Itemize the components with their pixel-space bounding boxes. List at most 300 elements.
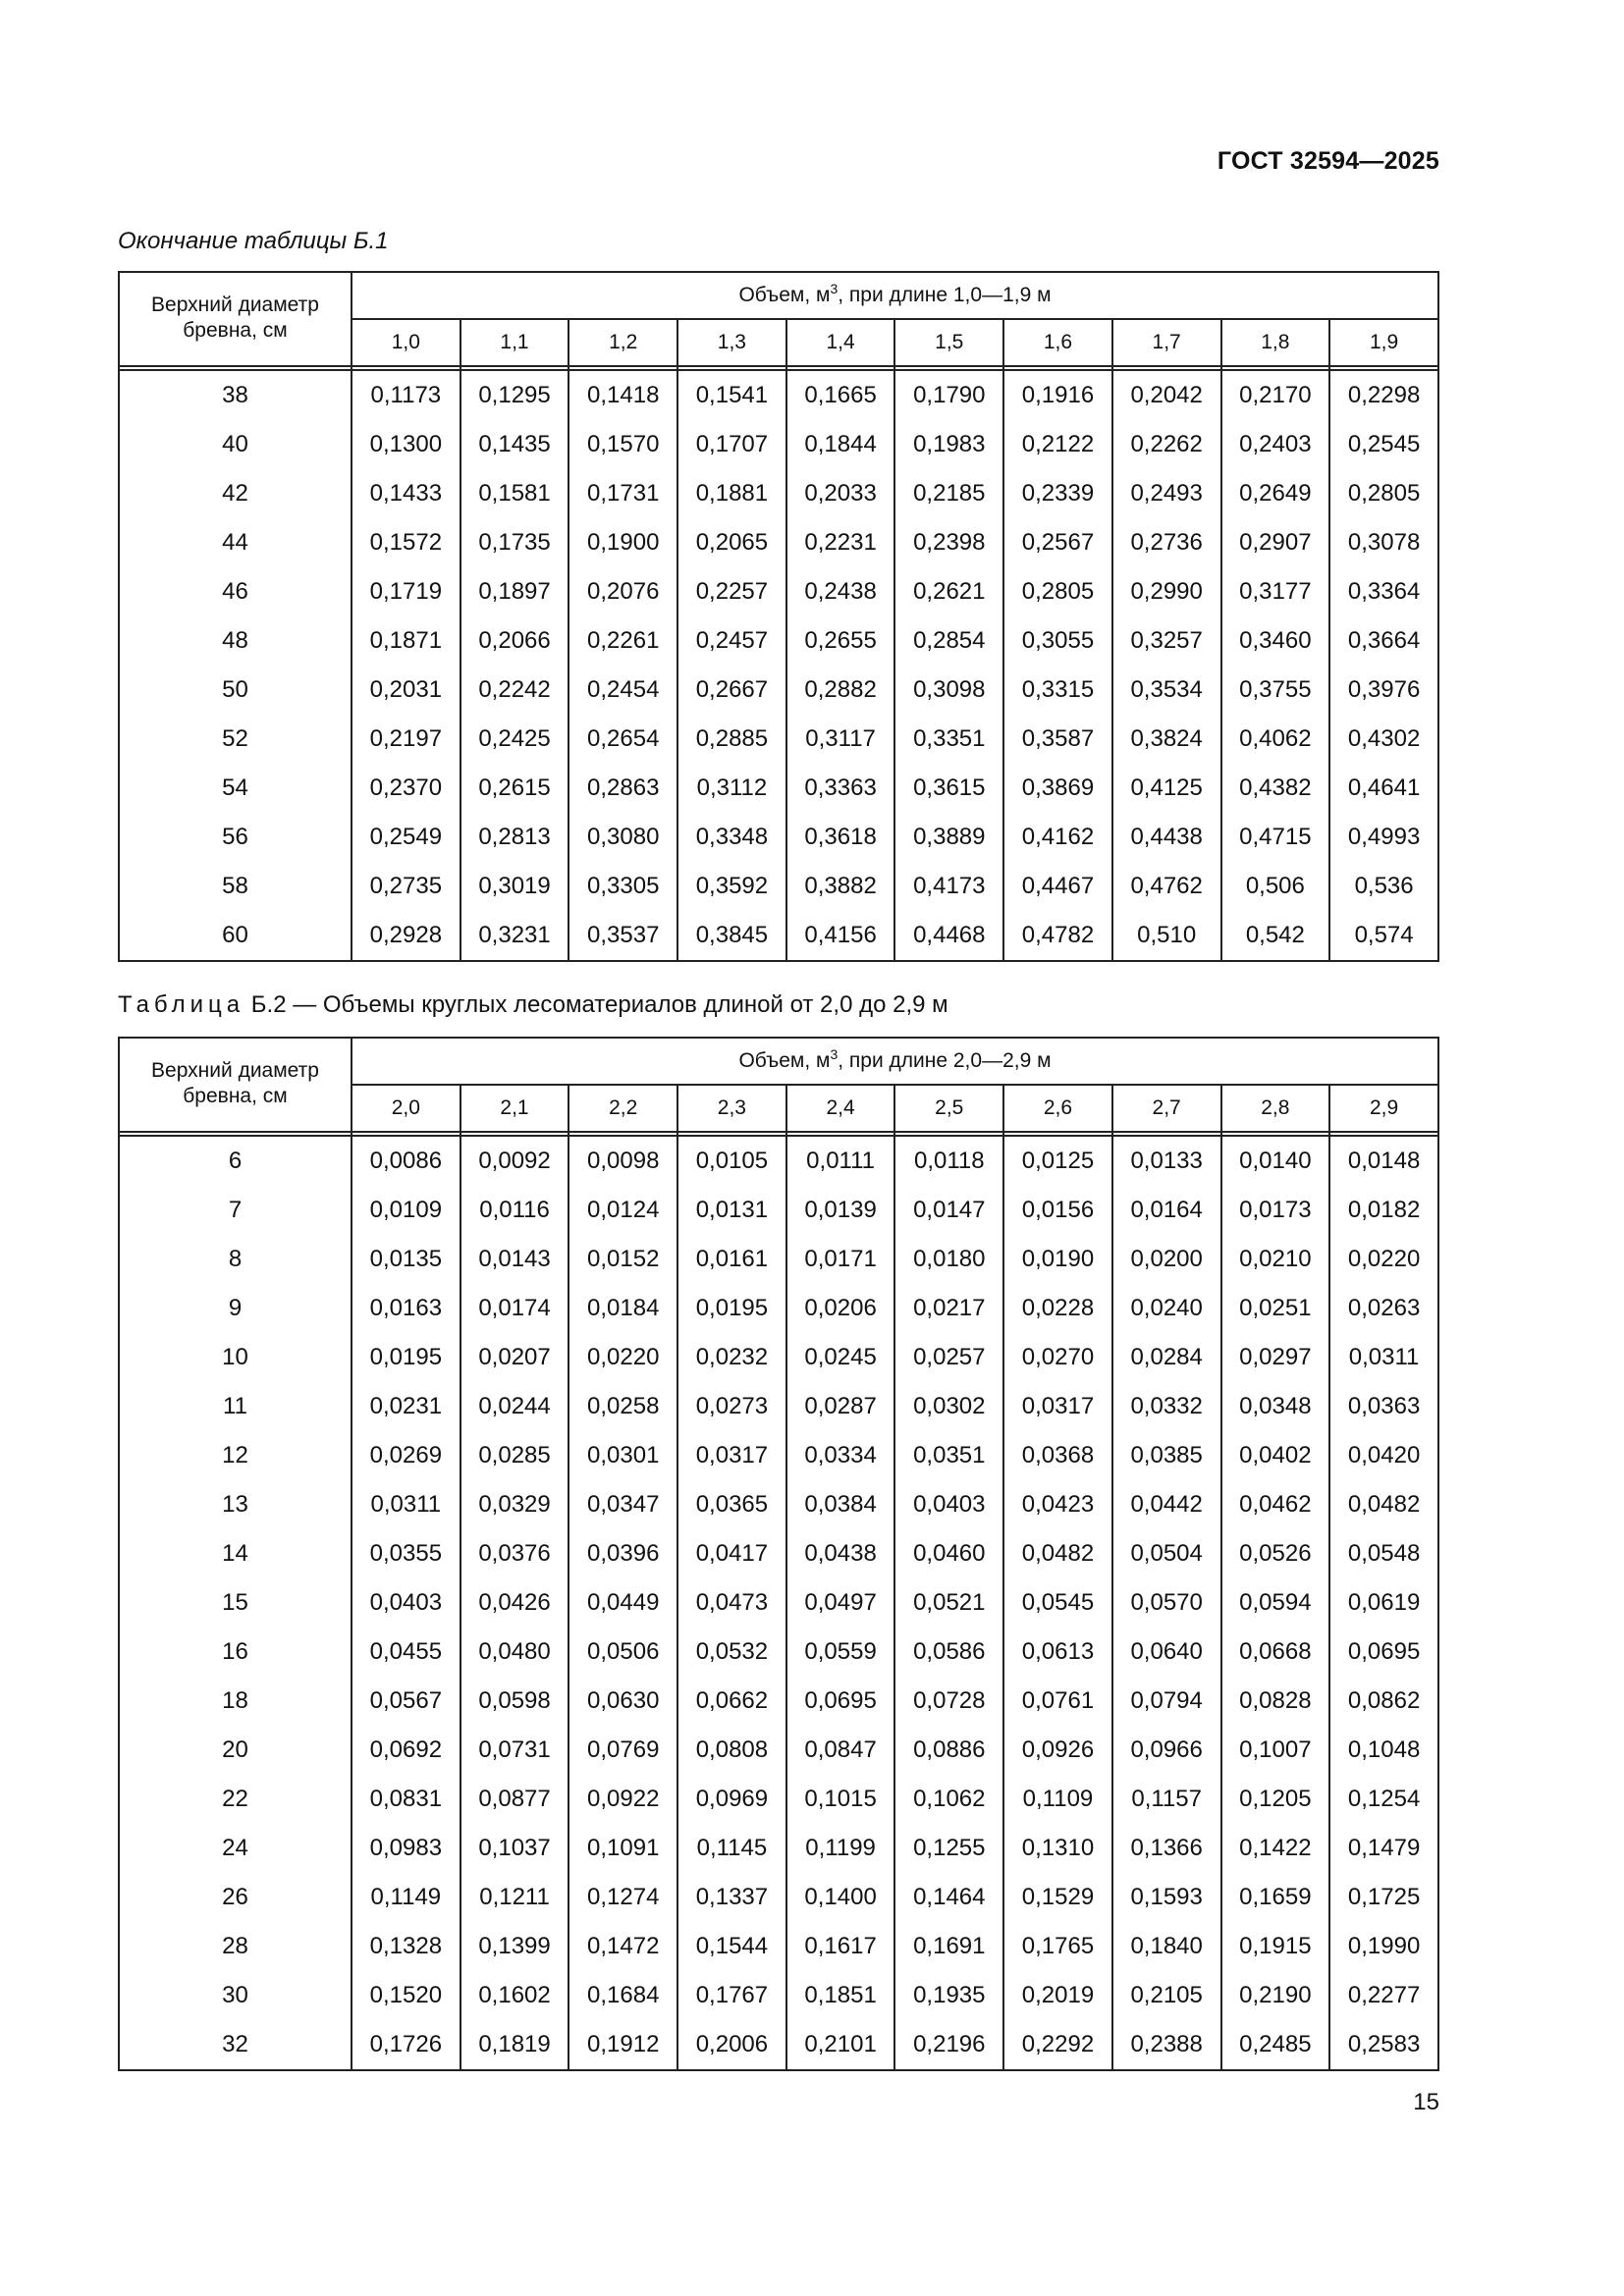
length-column-header: 2,6 xyxy=(1003,1085,1112,1132)
volume-cell: 0,3664 xyxy=(1329,616,1438,666)
volume-cell: 0,0329 xyxy=(460,1480,569,1529)
volume-cell: 0,3460 xyxy=(1221,616,1330,666)
volume-cell: 0,2545 xyxy=(1329,420,1438,469)
volume-cell: 0,0482 xyxy=(1003,1529,1112,1578)
volume-cell: 0,1844 xyxy=(786,420,895,469)
volume-cell: 0,0285 xyxy=(460,1431,569,1480)
volume-cell: 0,3882 xyxy=(786,862,895,911)
table-row xyxy=(119,1726,1438,1775)
volume-cell: 0,2403 xyxy=(1221,420,1330,469)
volume-cell: 0,3257 xyxy=(1112,616,1221,666)
volume-cell: 0,1337 xyxy=(677,1873,786,1922)
volume-cell: 0,0228 xyxy=(1003,1284,1112,1333)
volume-cell: 0,0355 xyxy=(352,1529,460,1578)
volume-header-sup: 3 xyxy=(830,1046,839,1062)
diameter-cell: 12 xyxy=(119,1431,352,1480)
length-column-header: 2,5 xyxy=(894,1085,1003,1132)
volume-cell: 0,0598 xyxy=(460,1677,569,1726)
volume-cell: 0,0140 xyxy=(1221,1136,1330,1186)
diameter-cell: 54 xyxy=(119,764,352,813)
table-row xyxy=(119,666,1438,715)
volume-cell: 0,4468 xyxy=(894,911,1003,961)
volume-cell: 0,4162 xyxy=(1003,813,1112,862)
diameter-cell: 14 xyxy=(119,1529,352,1578)
volume-cell: 0,3537 xyxy=(568,911,677,961)
volume-header xyxy=(352,1038,1438,1085)
volume-cell: 0,1725 xyxy=(1329,1873,1438,1922)
volume-cell: 0,0482 xyxy=(1329,1480,1438,1529)
volume-cell: 0,2485 xyxy=(1221,2020,1330,2070)
length-column-header: 1,3 xyxy=(677,319,786,366)
volume-cell: 0,2042 xyxy=(1112,370,1221,420)
length-column-header: 1,7 xyxy=(1112,319,1221,366)
volume-cell: 0,0640 xyxy=(1112,1628,1221,1677)
volume-cell: 0,0619 xyxy=(1329,1578,1438,1628)
volume-cell: 0,3080 xyxy=(568,813,677,862)
table-row xyxy=(119,1922,1438,1971)
table2-caption-label: Таблица xyxy=(118,991,245,1018)
volume-cell: 0,1366 xyxy=(1112,1824,1221,1873)
length-column-header: 1,1 xyxy=(460,319,569,366)
volume-cell: 0,1048 xyxy=(1329,1726,1438,1775)
volume-cell: 0,1684 xyxy=(568,1971,677,2020)
volume-cell: 0,3351 xyxy=(894,715,1003,764)
volume-cell: 0,2928 xyxy=(352,911,460,961)
volume-cell: 0,1418 xyxy=(568,370,677,420)
volume-cell: 0,3112 xyxy=(677,764,786,813)
volume-cell: 0,1665 xyxy=(786,370,895,420)
volume-cell: 0,0111 xyxy=(786,1136,895,1186)
volume-cell: 0,0761 xyxy=(1003,1677,1112,1726)
table-row xyxy=(119,518,1438,567)
table-row xyxy=(119,911,1438,961)
volume-cell: 0,0317 xyxy=(1003,1382,1112,1431)
volume-cell: 0,0086 xyxy=(352,1136,460,1186)
volume-cell: 0,0125 xyxy=(1003,1136,1112,1186)
volume-cell: 0,1173 xyxy=(352,370,460,420)
volume-cell: 0,0311 xyxy=(1329,1333,1438,1382)
length-column-header: 2,8 xyxy=(1221,1085,1330,1132)
volume-cell: 0,0886 xyxy=(894,1726,1003,1775)
volume-cell: 0,2066 xyxy=(460,616,569,666)
volume-cell: 0,0545 xyxy=(1003,1578,1112,1628)
volume-cell: 0,1617 xyxy=(786,1922,895,1971)
volume-cell: 0,3869 xyxy=(1003,764,1112,813)
volume-cell: 0,1328 xyxy=(352,1922,460,1971)
volume-cell: 0,0455 xyxy=(352,1628,460,1677)
volume-cell: 0,3363 xyxy=(786,764,895,813)
table-row xyxy=(119,567,1438,616)
volume-cell: 0,0794 xyxy=(1112,1677,1221,1726)
volume-header-suffix: , при длине 2,0—2,9 м xyxy=(838,1049,1052,1072)
volume-cell: 0,1840 xyxy=(1112,1922,1221,1971)
volume-cell: 0,1731 xyxy=(568,469,677,518)
volume-cell: 0,3615 xyxy=(894,764,1003,813)
volume-cell: 0,2398 xyxy=(894,518,1003,567)
volume-cell: 0,0232 xyxy=(677,1333,786,1382)
volume-cell: 0,0594 xyxy=(1221,1578,1330,1628)
volume-cell: 0,2261 xyxy=(568,616,677,666)
volume-cell: 0,2655 xyxy=(786,616,895,666)
diameter-cell: 42 xyxy=(119,469,352,518)
volume-cell: 0,0368 xyxy=(1003,1431,1112,1480)
volume-cell: 0,2292 xyxy=(1003,2020,1112,2070)
table-row xyxy=(119,1677,1438,1726)
diameter-header: Верхний диаметр бревна, см xyxy=(119,1038,352,1132)
diameter-cell: 60 xyxy=(119,911,352,961)
volume-cell: 0,3592 xyxy=(677,862,786,911)
table-row xyxy=(119,764,1438,813)
volume-cell: 0,0983 xyxy=(352,1824,460,1873)
volume-cell: 0,0302 xyxy=(894,1382,1003,1431)
volume-cell: 0,4993 xyxy=(1329,813,1438,862)
table-row xyxy=(119,1333,1438,1382)
volume-cell: 0,2388 xyxy=(1112,2020,1221,2070)
diameter-cell: 11 xyxy=(119,1382,352,1431)
volume-cell: 0,0182 xyxy=(1329,1186,1438,1235)
volume-cell: 0,2549 xyxy=(352,813,460,862)
volume-cell: 0,2170 xyxy=(1221,370,1330,420)
volume-cell: 0,1916 xyxy=(1003,370,1112,420)
length-column-header: 2,9 xyxy=(1329,1085,1438,1132)
volume-cell: 0,1254 xyxy=(1329,1775,1438,1824)
volume-cell: 0,0109 xyxy=(352,1186,460,1235)
volume-cell: 0,1399 xyxy=(460,1922,569,1971)
volume-cell: 0,1157 xyxy=(1112,1775,1221,1824)
volume-cell: 0,1983 xyxy=(894,420,1003,469)
volume-cell: 0,2019 xyxy=(1003,1971,1112,2020)
length-column-header: 2,1 xyxy=(460,1085,569,1132)
volume-cell: 0,0526 xyxy=(1221,1529,1330,1578)
volume-header-sup: 3 xyxy=(830,281,839,296)
volume-cell: 0,0460 xyxy=(894,1529,1003,1578)
volume-cell: 0,1062 xyxy=(894,1775,1003,1824)
volume-cell: 0,0116 xyxy=(460,1186,569,1235)
diameter-cell: 6 xyxy=(119,1136,352,1186)
volume-cell: 0,0922 xyxy=(568,1775,677,1824)
volume-cell: 0,2854 xyxy=(894,616,1003,666)
volume-cell: 0,0273 xyxy=(677,1382,786,1431)
volume-cell: 0,3315 xyxy=(1003,666,1112,715)
table1-caption: Окончание таблицы Б.1 xyxy=(118,228,389,254)
volume-cell: 0,0442 xyxy=(1112,1480,1221,1529)
volume-cell: 0,0692 xyxy=(352,1726,460,1775)
diameter-cell: 32 xyxy=(119,2020,352,2070)
volume-cell: 0,0480 xyxy=(460,1628,569,1677)
diameter-cell: 13 xyxy=(119,1480,352,1529)
diameter-cell: 8 xyxy=(119,1235,352,1284)
volume-cell: 0,0190 xyxy=(1003,1235,1112,1284)
volume-cell: 0,1881 xyxy=(677,469,786,518)
volume-cell: 0,0240 xyxy=(1112,1284,1221,1333)
volume-cell: 0,3824 xyxy=(1112,715,1221,764)
volume-cell: 0,0174 xyxy=(460,1284,569,1333)
volume-cell: 0,0173 xyxy=(1221,1186,1330,1235)
diameter-cell: 28 xyxy=(119,1922,352,1971)
volume-cell: 0,0403 xyxy=(894,1480,1003,1529)
volume-cell: 0,2190 xyxy=(1221,1971,1330,2020)
volume-cell: 0,4715 xyxy=(1221,813,1330,862)
volume-cell: 0,0847 xyxy=(786,1726,895,1775)
volume-cell: 0,4062 xyxy=(1221,715,1330,764)
length-column-header: 1,8 xyxy=(1221,319,1330,366)
volume-cell: 0,1037 xyxy=(460,1824,569,1873)
volume-cell: 0,4438 xyxy=(1112,813,1221,862)
volume-cell: 0,0124 xyxy=(568,1186,677,1235)
volume-cell: 0,1912 xyxy=(568,2020,677,2070)
volume-cell: 0,0135 xyxy=(352,1235,460,1284)
volume-cell: 0,3845 xyxy=(677,911,786,961)
table-row xyxy=(119,1628,1438,1677)
volume-cell: 0,2454 xyxy=(568,666,677,715)
page-number: 15 xyxy=(1413,2089,1439,2115)
volume-cell: 0,1915 xyxy=(1221,1922,1330,1971)
document-standard-number: ГОСТ 32594—2025 xyxy=(1217,147,1439,175)
volume-cell: 0,2882 xyxy=(786,666,895,715)
volume-cell: 0,0438 xyxy=(786,1529,895,1578)
volume-cell: 0,2438 xyxy=(786,567,895,616)
volume-cell: 0,1422 xyxy=(1221,1824,1330,1873)
volume-cell: 0,2907 xyxy=(1221,518,1330,567)
table-row xyxy=(119,616,1438,666)
volume-cell: 0,0877 xyxy=(460,1775,569,1824)
volume-cell: 0,0559 xyxy=(786,1628,895,1677)
volume-cell: 0,1581 xyxy=(460,469,569,518)
volume-cell: 0,0351 xyxy=(894,1431,1003,1480)
volume-cell: 0,0548 xyxy=(1329,1529,1438,1578)
volume-cell: 0,2257 xyxy=(677,567,786,616)
volume-cell: 0,0831 xyxy=(352,1775,460,1824)
volume-cell: 0,3019 xyxy=(460,862,569,911)
table-row xyxy=(119,1824,1438,1873)
volume-cell: 0,0284 xyxy=(1112,1333,1221,1382)
table-row xyxy=(119,1431,1438,1480)
volume-cell: 0,2065 xyxy=(677,518,786,567)
volume-cell: 0,574 xyxy=(1329,911,1438,961)
volume-cell: 0,1109 xyxy=(1003,1775,1112,1824)
length-column-header: 2,3 xyxy=(677,1085,786,1132)
volume-cell: 0,4173 xyxy=(894,862,1003,911)
volume-cell: 0,3098 xyxy=(894,666,1003,715)
volume-cell: 0,0504 xyxy=(1112,1529,1221,1578)
volume-cell: 0,0098 xyxy=(568,1136,677,1186)
table-row xyxy=(119,1186,1438,1235)
length-column-header: 2,2 xyxy=(568,1085,677,1132)
volume-cell: 0,510 xyxy=(1112,911,1221,961)
diameter-cell: 40 xyxy=(119,420,352,469)
volume-cell: 0,0521 xyxy=(894,1578,1003,1628)
volume-cell: 0,0131 xyxy=(677,1186,786,1235)
diameter-cell: 48 xyxy=(119,616,352,666)
table-row xyxy=(119,469,1438,518)
volume-cell: 0,0506 xyxy=(568,1628,677,1677)
volume-cell: 0,4156 xyxy=(786,911,895,961)
volume-cell: 0,0365 xyxy=(677,1480,786,1529)
volume-header-prefix: Объем, м xyxy=(738,1049,831,1072)
volume-cell: 0,0317 xyxy=(677,1431,786,1480)
volume-cell: 0,0206 xyxy=(786,1284,895,1333)
diameter-cell: 44 xyxy=(119,518,352,567)
volume-cell: 0,1570 xyxy=(568,420,677,469)
volume-cell: 0,0449 xyxy=(568,1578,677,1628)
volume-cell: 0,536 xyxy=(1329,862,1438,911)
volume-cell: 0,1790 xyxy=(894,370,1003,420)
volume-cell: 0,1572 xyxy=(352,518,460,567)
volume-cell: 0,1435 xyxy=(460,420,569,469)
volume-cell: 0,0567 xyxy=(352,1677,460,1726)
volume-cell: 0,1990 xyxy=(1329,1922,1438,1971)
volume-cell: 0,0147 xyxy=(894,1186,1003,1235)
table-row xyxy=(119,862,1438,911)
volume-cell: 0,2033 xyxy=(786,469,895,518)
volume-cell: 0,0347 xyxy=(568,1480,677,1529)
volume-cell: 0,0417 xyxy=(677,1529,786,1578)
volume-cell: 0,1211 xyxy=(460,1873,569,1922)
volume-cell: 0,2567 xyxy=(1003,518,1112,567)
table-row xyxy=(119,1873,1438,1922)
diameter-cell: 38 xyxy=(119,370,352,420)
volume-cell: 0,2370 xyxy=(352,764,460,813)
volume-cell: 0,0139 xyxy=(786,1186,895,1235)
volume-cell: 0,0808 xyxy=(677,1726,786,1775)
diameter-cell: 56 xyxy=(119,813,352,862)
volume-cell: 0,2262 xyxy=(1112,420,1221,469)
volume-cell: 0,0171 xyxy=(786,1235,895,1284)
volume-cell: 0,1935 xyxy=(894,1971,1003,2020)
volume-cell: 0,1719 xyxy=(352,567,460,616)
volume-cell: 0,0613 xyxy=(1003,1628,1112,1677)
volume-cell: 0,3177 xyxy=(1221,567,1330,616)
volume-cell: 0,1199 xyxy=(786,1824,895,1873)
volume-cell: 0,4641 xyxy=(1329,764,1438,813)
volume-cell: 0,0251 xyxy=(1221,1284,1330,1333)
volume-cell: 0,1765 xyxy=(1003,1922,1112,1971)
volume-cell: 0,1205 xyxy=(1221,1775,1330,1824)
volume-cell: 0,2006 xyxy=(677,2020,786,2070)
volume-cell: 0,0217 xyxy=(894,1284,1003,1333)
volume-cell: 0,0332 xyxy=(1112,1382,1221,1431)
volume-cell: 0,3618 xyxy=(786,813,895,862)
volume-cell: 0,2197 xyxy=(352,715,460,764)
volume-cell: 0,3755 xyxy=(1221,666,1330,715)
table-row xyxy=(119,1382,1438,1431)
table1 xyxy=(118,271,1439,962)
volume-cell: 0,0403 xyxy=(352,1578,460,1628)
length-column-header: 2,7 xyxy=(1112,1085,1221,1132)
volume-cell: 0,0244 xyxy=(460,1382,569,1431)
volume-cell: 0,4467 xyxy=(1003,862,1112,911)
volume-cell: 0,2649 xyxy=(1221,469,1330,518)
volume-cell: 0,1255 xyxy=(894,1824,1003,1873)
volume-cell: 0,0180 xyxy=(894,1235,1003,1284)
volume-cell: 0,2735 xyxy=(352,862,460,911)
volume-cell: 0,0462 xyxy=(1221,1480,1330,1529)
length-column-header: 2,4 xyxy=(786,1085,895,1132)
volume-cell: 0,1015 xyxy=(786,1775,895,1824)
diameter-cell: 9 xyxy=(119,1284,352,1333)
volume-cell: 0,1900 xyxy=(568,518,677,567)
volume-cell: 0,0195 xyxy=(352,1333,460,1382)
volume-cell: 0,3889 xyxy=(894,813,1003,862)
volume-cell: 0,0245 xyxy=(786,1333,895,1382)
diameter-cell: 16 xyxy=(119,1628,352,1677)
volume-cell: 0,542 xyxy=(1221,911,1330,961)
volume-cell: 0,1659 xyxy=(1221,1873,1330,1922)
diameter-cell: 24 xyxy=(119,1824,352,1873)
diameter-cell: 20 xyxy=(119,1726,352,1775)
volume-cell: 0,0184 xyxy=(568,1284,677,1333)
volume-cell: 0,0161 xyxy=(677,1235,786,1284)
volume-cell: 0,4125 xyxy=(1112,764,1221,813)
table-row xyxy=(119,1235,1438,1284)
volume-cell: 0,2242 xyxy=(460,666,569,715)
volume-cell: 0,1464 xyxy=(894,1873,1003,1922)
volume-cell: 0,0630 xyxy=(568,1677,677,1726)
volume-cell: 0,1593 xyxy=(1112,1873,1221,1922)
volume-cell: 0,1691 xyxy=(894,1922,1003,1971)
volume-cell: 0,0152 xyxy=(568,1235,677,1284)
volume-cell: 0,3055 xyxy=(1003,616,1112,666)
volume-cell: 0,0348 xyxy=(1221,1382,1330,1431)
volume-cell: 0,2863 xyxy=(568,764,677,813)
volume-cell: 0,2615 xyxy=(460,764,569,813)
volume-cell: 0,0662 xyxy=(677,1677,786,1726)
length-column-header: 1,5 xyxy=(894,319,1003,366)
volume-cell: 0,2101 xyxy=(786,2020,895,2070)
table-row xyxy=(119,1775,1438,1824)
volume-cell: 0,0668 xyxy=(1221,1628,1330,1677)
volume-header xyxy=(352,272,1438,319)
volume-cell: 0,0695 xyxy=(786,1677,895,1726)
volume-cell: 0,0269 xyxy=(352,1431,460,1480)
volume-cell: 0,0148 xyxy=(1329,1136,1438,1186)
volume-header-prefix: Объем, м xyxy=(738,284,831,306)
diameter-cell: 22 xyxy=(119,1775,352,1824)
volume-cell: 0,0423 xyxy=(1003,1480,1112,1529)
diameter-header: Верхний диаметр бревна, см xyxy=(119,272,352,366)
table-row xyxy=(119,715,1438,764)
volume-cell: 0,2122 xyxy=(1003,420,1112,469)
volume-cell: 0,3231 xyxy=(460,911,569,961)
volume-cell: 0,0164 xyxy=(1112,1186,1221,1235)
volume-cell: 0,2339 xyxy=(1003,469,1112,518)
volume-cell: 0,0402 xyxy=(1221,1431,1330,1480)
volume-cell: 0,0728 xyxy=(894,1677,1003,1726)
volume-cell: 0,0263 xyxy=(1329,1284,1438,1333)
volume-cell: 0,0118 xyxy=(894,1136,1003,1186)
volume-cell: 0,1479 xyxy=(1329,1824,1438,1873)
volume-cell: 0,1707 xyxy=(677,420,786,469)
volume-cell: 0,0731 xyxy=(460,1726,569,1775)
volume-cell: 0,4382 xyxy=(1221,764,1330,813)
volume-cell: 0,0220 xyxy=(568,1333,677,1382)
table-row xyxy=(119,1480,1438,1529)
volume-cell: 0,0257 xyxy=(894,1333,1003,1382)
volume-cell: 0,3976 xyxy=(1329,666,1438,715)
volume-cell: 0,0586 xyxy=(894,1628,1003,1677)
volume-cell: 0,0092 xyxy=(460,1136,569,1186)
volume-cell: 0,2583 xyxy=(1329,2020,1438,2070)
volume-cell: 0,0270 xyxy=(1003,1333,1112,1382)
volume-cell: 0,1091 xyxy=(568,1824,677,1873)
volume-cell: 0,2813 xyxy=(460,813,569,862)
table-row xyxy=(119,1284,1438,1333)
volume-cell: 0,0311 xyxy=(352,1480,460,1529)
table-row xyxy=(119,2020,1438,2070)
volume-cell: 0,2667 xyxy=(677,666,786,715)
volume-cell: 0,0376 xyxy=(460,1529,569,1578)
volume-cell: 0,0384 xyxy=(786,1480,895,1529)
